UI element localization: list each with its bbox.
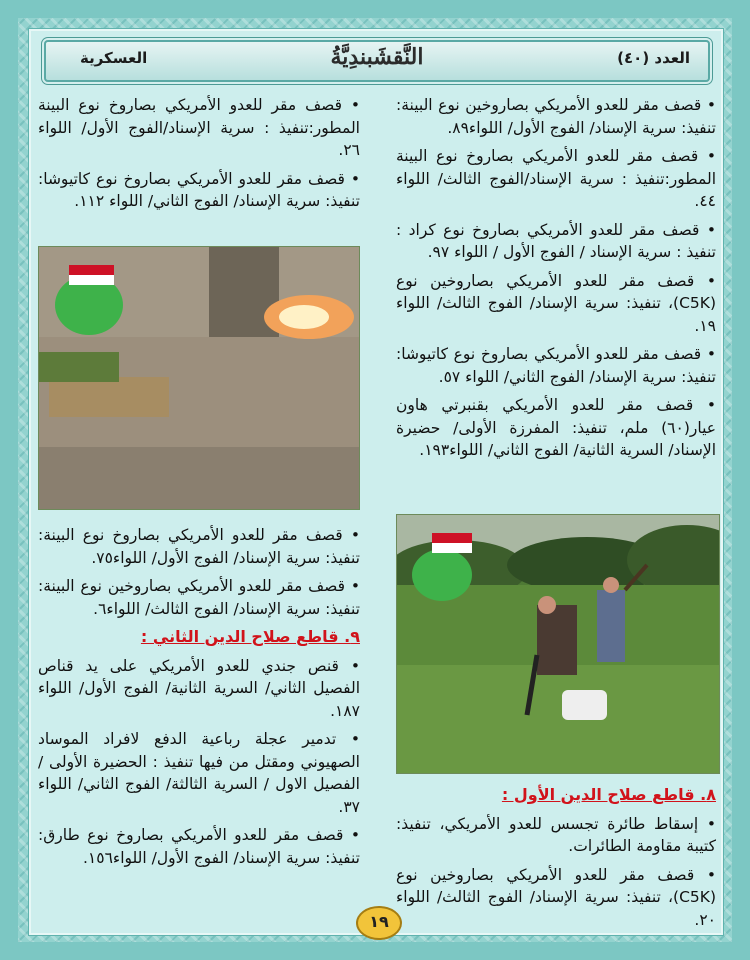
section-8-title: ٨. قاطع صلاح الدين الأول : [501, 785, 716, 804]
mortar-team-photo [396, 514, 720, 774]
photo-launch-image [39, 247, 359, 509]
list-item: • قصف مقر للعدو الأمريكي بصاروخين نوع (C5K)، تنفيذ: سرية الإسناد/ الفوج الثالث/ اللواء ٢٠. [396, 864, 716, 932]
right-column [396, 94, 716, 468]
page-number: ١٩ [356, 906, 402, 940]
list-item: • إسقاط طائرة تجسس للعدو الأمريكي، تنفيذ: كتيبة مقاومة الطائرات. [396, 813, 716, 858]
list-item: • قصف مقر للعدو الأمريكي بصاروخين نوع (C5K)، تنفيذ: سرية الإسناد/ الفوج الثالث/ اللواء ١٩. [396, 270, 716, 338]
list-item: • قصف مقر للعدو الأمريكي بصاروخ نوع كراد : تنفيذ : سرية الإسناد / الفوج الأول / اللواء ٩٧. [396, 219, 716, 264]
list-item: • قصف مقر للعدو الأمريكي بصاروخ نوع البينة: تنفيذ: سرية الإسناد/ الفوج الأول/ اللواء٧٥. [38, 524, 360, 569]
page-header [44, 40, 710, 82]
list-item: • قصف مقر للعدو الأمريكي بقنبرتي هاون عيار(٦٠) ملم، تنفيذ: المفرزة الأولى/ حضيرة الإسناد/ السرية الثانية/ الفوج الثاني/ اللواء١٩٣. [396, 394, 716, 462]
list-item: • قصف مقر للعدو الأمريكي بصاروخ نوع البينة المطور:تنفيذ : سرية الإسناد/الفوج الأول/ اللواء ٢٦. [38, 94, 360, 162]
section-name: العسكرية [80, 49, 148, 67]
list-item: • قنص جندي للعدو الأمريكي على يد قناص الفصيل الثاني/ السرية الثانية/ الفوج الأول/ اللواء ١٨٧. [38, 655, 360, 723]
section-9-title: ٩. قاطع صلاح الدين الثاني : [140, 627, 360, 646]
list-item: • قصف مقر للعدو الأمريكي بصاروخ نوع طارق: تنفيذ: سرية الإسناد/ الفوج الأول/ اللواء١٥٦. [38, 824, 360, 869]
photo-field-image [397, 515, 719, 773]
list-item: • قصف مقر للعدو الأمريكي بصاروخين نوع البينة: تنفيذ: سرية الإسناد/ الفوج الثالث/ اللواء٦. [38, 575, 360, 620]
list-item: • تدمير عجلة رباعية الدفع لافراد الموساد الصهيوني ومقتل من فيها تنفيذ : الحضيرة الأولى / الفصيل الاول / السرية الثالثة/ الفوج الثاني/ اللواء ٣٧. [38, 728, 360, 818]
left-column-bottom [38, 524, 360, 875]
list-item: • قصف مقر للعدو الأمريكي بصاروخ نوع البينة المطور:تنفيذ : سرية الإسناد/الفوج الثالث/ اللواء ٤٤. [396, 145, 716, 213]
magazine-title: النَّقشَبندِيَّةُ [330, 44, 424, 70]
rocket-launch-photo [38, 246, 360, 510]
section-8 [396, 780, 716, 937]
left-column-top [38, 94, 360, 219]
issue-number: العدد (٤٠) [617, 49, 690, 67]
list-item: • قصف مقر للعدو الأمريكي بصاروخ نوع كاتيوشا: تنفيذ: سرية الإسناد/ الفوج الثاني/ اللواء ٥٧. [396, 343, 716, 388]
list-item: • قصف مقر للعدو الأمريكي بصاروخ نوع كاتيوشا: تنفيذ: سرية الإسناد/ الفوج الثاني/ اللواء ١١٢. [38, 168, 360, 213]
list-item: • قصف مقر للعدو الأمريكي بصاروخين نوع البينة: تنفيذ: سرية الإسناد/ الفوج الأول/ اللواء٨٩. [396, 94, 716, 139]
